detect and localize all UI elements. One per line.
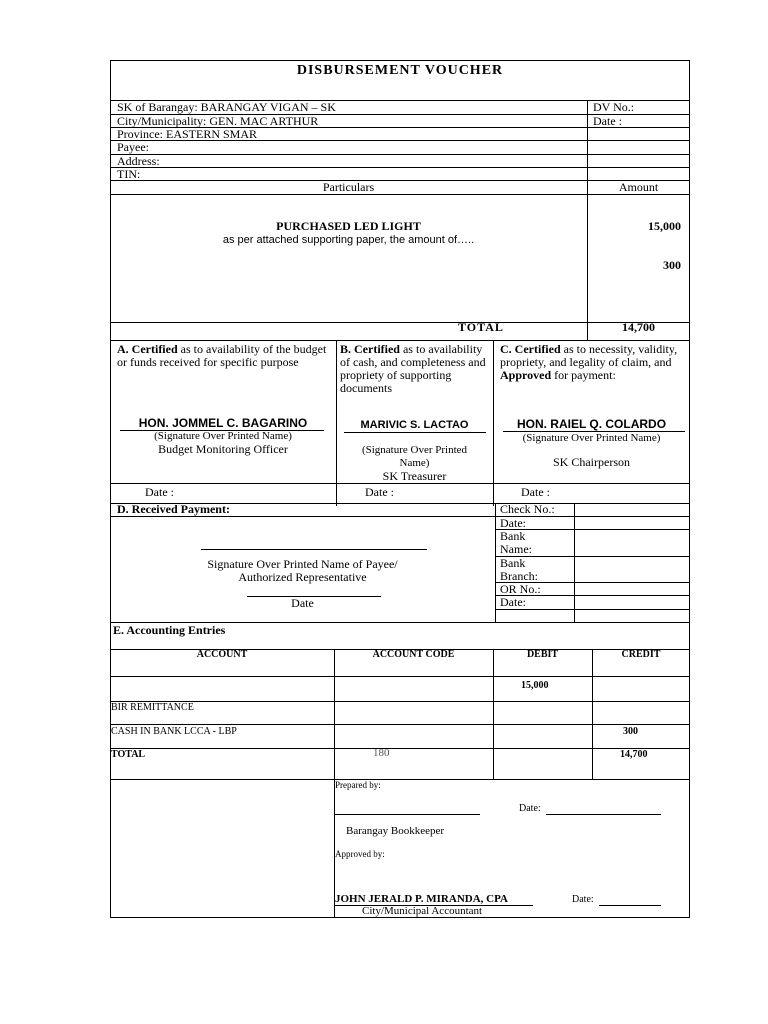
certification-b-body: as to availability of cash, and completeness and propriety of supporting documents — [340, 342, 486, 395]
particulars-total-amount: 14,700 — [622, 320, 655, 334]
payee-signature-label-1: Signature Over Printed Name of Payee/ — [207, 557, 398, 571]
accounting-row-credit: 300 — [623, 726, 638, 737]
date-field: Date : — [593, 114, 622, 128]
certification-c-body-1: as to necessity, validity, propriety, and legality of claim, and — [500, 342, 678, 369]
particulars-heading: Particulars — [322, 180, 375, 194]
certification-a-body: as to availability of the budget or funds received for specific purpose — [117, 342, 327, 369]
border-top — [110, 60, 690, 61]
bank-name-field: Bank Name: — [500, 529, 532, 556]
accounting-row-account: BIR REMITTANCE — [111, 702, 194, 713]
certification-c-approved: Approved — [500, 368, 552, 382]
certification-a-text — [117, 343, 332, 369]
divider — [493, 649, 494, 779]
or-no-field: OR No.: — [500, 582, 541, 596]
certification-b-date: Date : — [365, 485, 394, 499]
divider — [110, 779, 690, 780]
divider — [495, 609, 690, 610]
approved-date-label: Date: — [572, 894, 594, 905]
certification-c-role: SK Chairperson — [553, 455, 630, 469]
certification-c-date: Date : — [521, 485, 550, 499]
disbursement-voucher-form — [110, 60, 690, 918]
voucher-title: DISBURSEMENT VOUCHER — [296, 63, 504, 78]
certification-a-sig-label: (Signature Over Printed Name) — [154, 430, 292, 442]
address-field: Address: — [117, 154, 160, 168]
divider — [110, 701, 690, 702]
divider — [574, 503, 575, 623]
signature-line — [344, 432, 486, 433]
divider — [110, 483, 690, 484]
certification-a-signer: HON. JOMMEL C. BAGARINO — [138, 416, 308, 430]
province-field: Province: EASTERN SMAR — [117, 127, 258, 141]
prepared-by-line — [335, 814, 480, 815]
accountant-title: City/Municipal Accountant — [362, 905, 483, 917]
dv-no-field: DV No.: — [593, 100, 635, 114]
accounting-row-account: TOTAL — [111, 749, 146, 760]
certification-b-text — [340, 343, 490, 395]
prepared-by-label: Prepared by: — [335, 780, 381, 790]
tin-field: TIN: — [117, 167, 141, 181]
accounting-row-credit: 14,700 — [620, 749, 648, 760]
divider — [334, 649, 335, 779]
divider — [110, 154, 690, 155]
divider — [110, 194, 690, 195]
prepared-date-line — [546, 814, 661, 815]
divider — [110, 748, 690, 749]
amount-heading: Amount — [618, 180, 659, 194]
certification-a-date: Date : — [145, 485, 174, 499]
amount-2: 300 — [663, 258, 681, 272]
divider — [110, 676, 690, 677]
accounting-debit-1: 15,000 — [521, 680, 549, 691]
bank-branch-field: Bank Branch: — [500, 556, 538, 583]
certification-c-text — [500, 343, 686, 382]
or-date-field: Date: — [500, 595, 526, 609]
city-field: City/Municipality: GEN. MAC ARTHUR — [117, 114, 319, 128]
divider — [592, 649, 593, 779]
accountant-name: JOHN JERALD P. MIRANDA, CPA — [335, 893, 508, 905]
divider — [110, 516, 495, 517]
received-payment-heading: D. Received Payment: — [117, 502, 230, 516]
certification-a-role: Budget Monitoring Officer — [158, 442, 288, 456]
accounting-column-credit: CREDIT — [621, 649, 661, 660]
certification-b-role: SK Treasurer — [382, 469, 447, 483]
accounting-row-code: 180 — [373, 747, 390, 759]
accounting-row-account: CASH IN BANK LCCA - LBP — [111, 726, 237, 737]
prepared-date-label: Date: — [519, 803, 541, 814]
accounting-heading: E. Accounting Entries — [113, 623, 226, 637]
accounting-column-account: ACCOUNT — [196, 649, 248, 660]
particulars-item-title: PURCHASED LED LIGHT — [276, 219, 421, 233]
payee-field: Payee: — [117, 140, 149, 154]
sk-barangay-field: SK of Barangay: BARANGAY VIGAN – SK — [117, 100, 336, 114]
particulars-total-label: TOTAL — [458, 320, 504, 334]
divider — [495, 503, 496, 623]
payee-signature-line — [201, 549, 427, 550]
certification-c-sig-label: (Signature Over Printed Name) — [522, 432, 661, 444]
payee-signature-label-2: Authorized Representative — [238, 570, 367, 584]
certification-b-sig-label: (Signature Over Printed Name) — [361, 444, 468, 469]
accounting-column-code: ACCOUNT CODE — [372, 649, 455, 660]
certification-b-lead: B. Certified — [340, 342, 400, 356]
check-no-field: Check No.: — [500, 502, 555, 516]
check-date-field: Date: — [500, 516, 526, 530]
amount-1: 15,000 — [648, 219, 681, 233]
certification-a-lead: A. Certified — [117, 342, 178, 356]
particulars-item-description: as per attached supporting paper, the amount of….. — [222, 234, 475, 246]
approved-by-label: Approved by: — [335, 849, 385, 859]
certification-c-body-2: for payment: — [551, 368, 616, 382]
certification-b-signer: MARIVIC S. LACTAO — [360, 419, 469, 431]
approved-date-line — [599, 905, 661, 906]
divider — [110, 167, 690, 168]
bookkeeper-title: Barangay Bookkeeper — [346, 825, 445, 837]
payee-date-label: Date — [291, 596, 314, 610]
certification-c-lead: C. Certified — [500, 342, 561, 356]
accounting-column-debit: DEBIT — [526, 649, 559, 660]
certification-c-signer: HON. RAIEL Q. COLARDO — [516, 417, 667, 431]
divider — [110, 340, 690, 341]
